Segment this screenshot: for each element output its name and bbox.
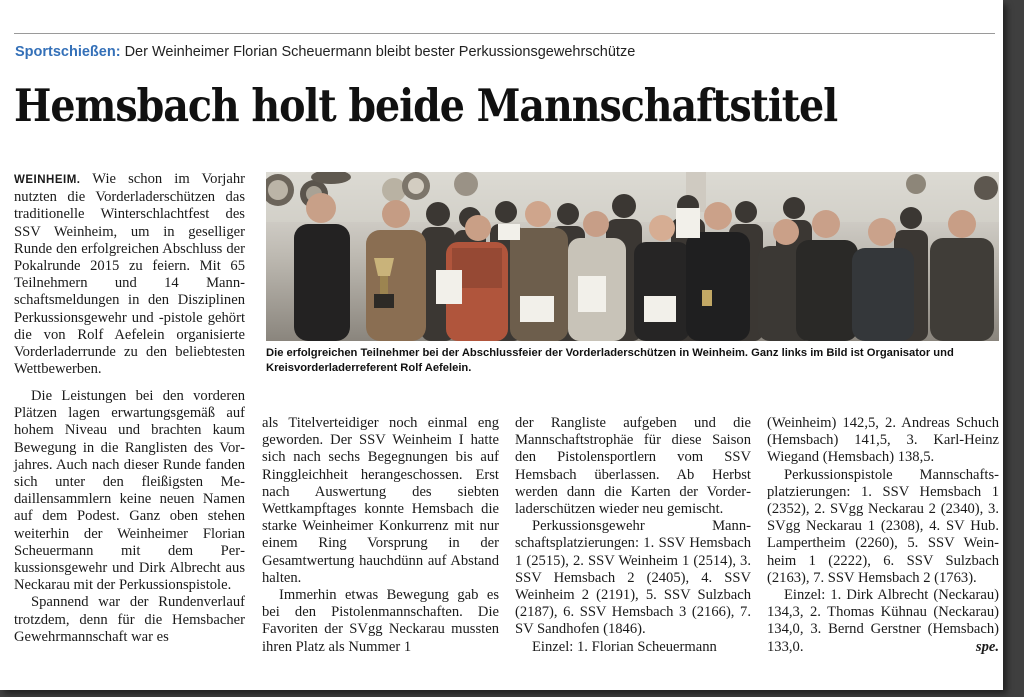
paragraph-8: Einzel: 1. Florian Scheuermann xyxy=(532,638,717,655)
top-rule xyxy=(14,33,995,34)
article-column-1-top xyxy=(14,171,245,378)
paragraph-6: der Rangliste aufgeben und die Mannschaftstrophäe für diese Saison den Pistolensportlern vom SSV Hemsbach überlassen. Ab Herbst werden dann die Karten der Vorderladerschützen wieder neu gemischt. xyxy=(515,415,751,518)
paragraph-10: Perkussionspistole Mannschaftsplatzierungen: 1. SSV Hemsbach 1 (2352), 2. SVgg Neckarau 2 (2340), 3. SVgg Neckarau 1 (2308), 4. SV Hub. Lampertheim (2260), 5. SSV Weinheim 1 (2222), 6. SSV Sulzbach (2163), 7. SSV Hemsbach 2 (1763). xyxy=(767,466,999,586)
dateline: WEINHEIM. xyxy=(14,174,81,186)
paragraph-9: (Weinheim) 142,5, 2. Andreas Schuch (Hemsbach) 141,5, 3. Karl-Heinz Wiegand (Hemsbach) 138,5. xyxy=(767,415,999,466)
kicker-subheadline: Der Weinheimer Florian Scheuermann bleibt bester Perkussionsgewehrschütze xyxy=(120,44,636,60)
article-column-1-bottom xyxy=(14,388,245,646)
paragraph-3: Spannend war der Rundenverlauf trotzdem, denn für die Hemsbacher Gewehrmannschaft war es xyxy=(14,594,245,645)
paragraph-1-text: Wie schon im Vorjahr nutzten die Vorderladerschützen das traditionelle Winterschlachtfest des SSV Weinheim, um in geselliger Runde den erfolgreichen Abschluss der Pokalrunde 2015 zu feiern. Mit 65 Teilnehmern und 14 Mannschaftsmeldungen in den Disziplinen Perkussionsgewehr und -pistole gehört die von Rolf Aefelein organisierte Vorderladerrunde zu den beliebtesten Wettbewerben. xyxy=(14,171,245,378)
paragraph-1 xyxy=(14,171,245,378)
paragraph-4: als Titelverteidiger noch einmal eng geworden. Der SSV Weinheim I hatte sich nach sechs Begegnungen bis auf Ringgleichheit herangeschossen. Erst nach Auswertung des siebten Wettkampftages konnte Hemsbach die starke Weinheimer Konkurrenz mit nur einem Ring Vorsprung in der Gesamtwertung hauchdünn auf Abstand halten. xyxy=(262,415,499,586)
paragraph-11-text: Einzel: 1. Dirk Albrecht (Neckarau) 134,3, 2. Thomas Kühnau (Neckarau) 134,0, 3. Bernd Gerstner (Hemsbach) 133,0. xyxy=(767,587,999,655)
article-column-4 xyxy=(767,415,999,656)
group-photo xyxy=(266,172,999,341)
photo-caption: Die erfolgreichen Teilnehmer bei der Abschlussfeier der Vorderladerschützen in Weinheim. Ganz links im Bild ist Organisator und Kreisvorderladerreferent Rolf Aefelein. xyxy=(266,347,954,374)
group-photo-image xyxy=(266,172,999,341)
paragraph-11 xyxy=(767,587,999,656)
kicker-line xyxy=(15,44,635,60)
headline: Hemsbach holt beide Mannschaftstitel xyxy=(14,79,838,132)
article-column-3 xyxy=(515,415,751,656)
kicker-topic: Sportschießen: xyxy=(15,44,121,60)
author-signature: spe. xyxy=(975,638,999,655)
paragraph-2: Die Leistungen bei den vorderen Plätzen lagen erwartungsgemäß auf hohem Niveau und brachten kaum Bewegung in die Ranglisten des Vorjahres. Auch nach dieser Runde fanden sich unter den fleißigsten Medaillensammlern keine neuen Namen auf dem Podest. Ganz oben stehen weiterhin der Weinheimer Florian Scheuermann mit dem Perkussionsgewehr und Dirk Albrecht aus Neckarau mit der Perkussionspistole. xyxy=(14,388,245,594)
paragraph-5: Immerhin etwas Bewegung gab es bei den Pistolenmannschaften. Die Favoriten der SVgg Neckarau mussten ihren Platz als Nummer 1 xyxy=(262,587,499,655)
article-column-2 xyxy=(262,415,499,656)
paragraph-7: Perkussionsgewehr Mannschaftsplatzierungen: 1. SSV Hemsbach 1 (2515), 2. SSV Weinheim 1 (2514), 3. SSV Hemsbach 2 (2405), 4. SSV Weinheim 2 (2191), 5. SSV Sulzbach (2187), 6. SSV Hemsbach 3 (2166), 7. SV Sandhofen (1846). xyxy=(515,518,751,638)
